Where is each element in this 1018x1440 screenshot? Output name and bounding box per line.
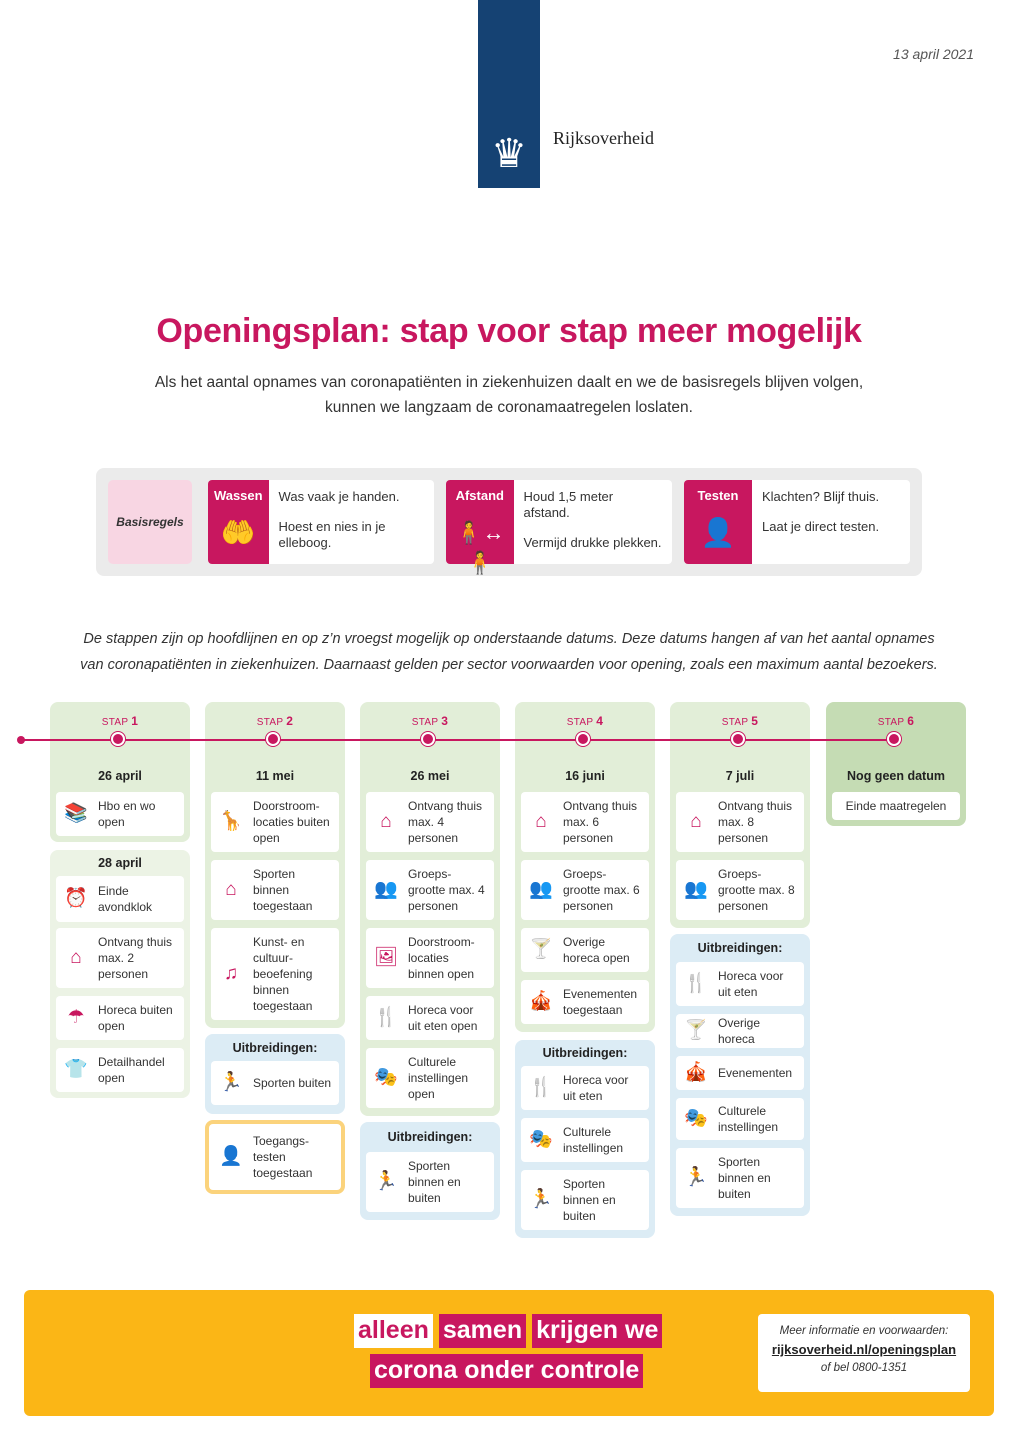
running-icon: 🏃 xyxy=(529,1189,553,1210)
rule-name: Afstand xyxy=(455,488,504,503)
slogan xyxy=(354,1314,662,1394)
rule-text-line: Hoest en nies in je elleboog. xyxy=(278,519,386,550)
item-text: Doorstroom-locaties buiten open xyxy=(253,799,330,845)
list-item xyxy=(56,928,184,988)
extensions-title: Uitbreidingen: xyxy=(697,941,783,955)
item-text: Einde avondklok xyxy=(98,884,153,914)
slogan-word: samen xyxy=(439,1314,526,1348)
timeline xyxy=(20,739,896,741)
step-number: 3 xyxy=(441,714,449,728)
item-text: Groeps-grootte max. 6 personen xyxy=(563,867,640,913)
item-text: Horeca voor uit eten open xyxy=(408,1003,478,1033)
running-icon: 🏃 xyxy=(684,1167,708,1188)
step-label-text: STAP xyxy=(101,717,129,728)
rijksoverheid-logo-bar xyxy=(478,0,540,188)
rule-name: Testen xyxy=(697,488,739,503)
rule-text xyxy=(514,480,672,564)
subtitle-line: Als het aantal opnames van coronapatiënten in ziekenhuizen daalt en we de basisregels blijven volgen, xyxy=(154,374,864,391)
test-icon: 👤 xyxy=(219,1146,243,1167)
item-text: Toegangs-testen toegestaan xyxy=(253,1134,313,1180)
slogan-word: alleen xyxy=(354,1314,433,1348)
timeline-dot xyxy=(576,732,590,746)
item-text: Hbo en wo open xyxy=(98,799,156,829)
step-date: 28 april xyxy=(98,856,142,870)
step-number: 5 xyxy=(751,714,759,728)
intro-line: De stappen zijn op hoofdlijnen en op z’n vroegst mogelijk op onderstaande datums. Deze datums hangen af van het aantal opnames xyxy=(83,631,935,647)
rule-name: Wassen xyxy=(213,488,263,503)
step-label-text: STAP xyxy=(256,717,284,728)
step-date: 26 mei xyxy=(410,769,450,783)
rule-text xyxy=(269,480,434,564)
item-text: Culturele instellingen open xyxy=(408,1055,469,1101)
list-item xyxy=(521,1170,649,1230)
list-item xyxy=(366,792,494,852)
list-item xyxy=(521,1066,649,1110)
distance-icon: 🧍↔🧍 xyxy=(455,520,505,575)
step-date: 7 juli xyxy=(725,769,755,783)
bar-icon: 🍸 xyxy=(529,939,553,960)
group-icon: 👥 xyxy=(684,879,708,900)
sport-indoor-icon: ⌂ xyxy=(225,879,237,900)
item-text: Groeps-grootte max. 4 personen xyxy=(408,867,485,913)
item-text: Overige horeca xyxy=(718,1016,761,1046)
cutlery-icon: 🍴 xyxy=(374,1007,398,1028)
footer-banner xyxy=(24,1290,994,1416)
item-text: Horeca voor uit eten xyxy=(718,969,784,999)
item-text: Horeca voor uit eten xyxy=(563,1073,629,1103)
list-item xyxy=(832,792,960,820)
step-date: Nog geen datum xyxy=(847,769,945,783)
list-item xyxy=(366,1152,494,1212)
step-label xyxy=(670,714,810,728)
step-label xyxy=(826,714,966,728)
rule-text-line: Was vaak je handen. xyxy=(278,489,400,504)
item-text: Ontvang thuis max. 8 personen xyxy=(718,799,793,845)
step-label xyxy=(205,714,345,728)
list-item xyxy=(56,876,184,922)
shirt-icon: 👕 xyxy=(64,1059,88,1080)
list-item xyxy=(366,1048,494,1108)
running-icon: 🏃 xyxy=(219,1072,243,1093)
list-item xyxy=(521,792,649,852)
item-text: Evenementen xyxy=(718,1066,793,1080)
rule-header xyxy=(208,480,269,564)
giraffe-icon: 🦒 xyxy=(219,811,243,832)
list-item xyxy=(521,980,649,1024)
page-title: Openingsplan: stap voor stap meer mogelijk xyxy=(156,312,862,350)
list-item xyxy=(56,1048,184,1092)
test-icon: 👤 xyxy=(700,517,736,548)
list-item xyxy=(211,792,339,852)
list-item xyxy=(521,1118,649,1162)
step-number: 1 xyxy=(131,714,139,728)
step-label xyxy=(360,714,500,728)
theater-masks-icon: 🎭 xyxy=(684,1108,708,1129)
item-text: Sporten binnen en buiten xyxy=(408,1159,461,1205)
alarm-clock-icon: ⏰ xyxy=(64,888,88,909)
subtitle-line: kunnen we langzaam de coronamaatregelen loslaten. xyxy=(325,399,693,416)
list-item xyxy=(211,928,339,1020)
terrace-icon: ☂ xyxy=(67,1007,85,1028)
publication-date: 13 april 2021 xyxy=(893,46,974,62)
list-item xyxy=(521,860,649,920)
cutlery-icon: 🍴 xyxy=(529,1077,553,1098)
item-text: Overige horeca open xyxy=(563,935,630,965)
house-4-icon: ⌂ xyxy=(380,811,392,832)
house-6-icon: ⌂ xyxy=(535,811,547,832)
painting-icon: 🖼 xyxy=(373,947,399,968)
step-date: 26 april xyxy=(98,769,142,783)
rule-header xyxy=(446,480,514,575)
list-item xyxy=(56,792,184,836)
house-2-icon: ⌂ xyxy=(70,947,82,968)
rule-text-line: Laat je direct testen. xyxy=(762,519,880,534)
group-icon: 👥 xyxy=(529,879,553,900)
rule-text-line: Vermijd drukke plekken. xyxy=(523,535,662,550)
basisregels-panel xyxy=(96,468,922,576)
step-number: 4 xyxy=(596,714,604,728)
slogan-line xyxy=(370,1354,662,1388)
extensions-title: Uitbreidingen: xyxy=(387,1130,473,1144)
group-icon: 👥 xyxy=(374,879,398,900)
timeline-dot xyxy=(266,732,280,746)
music-note-icon: ♫ xyxy=(223,963,239,984)
item-text: Groeps-grootte max. 8 personen xyxy=(718,867,795,913)
step-date: 11 mei xyxy=(255,769,295,783)
list-item xyxy=(211,1127,339,1187)
books-icon: 📚 xyxy=(64,803,88,824)
rule-text-line: Houd 1,5 meter afstand. xyxy=(523,489,614,520)
item-text: Einde maatregelen xyxy=(845,799,947,813)
item-text: Kunst- en cultuur-beoefening binnen toegestaan xyxy=(253,935,313,1013)
step-label xyxy=(50,714,190,728)
step-label-text: STAP xyxy=(721,717,749,728)
item-text: Sporten binnen en buiten xyxy=(563,1177,616,1223)
crest-icon: ♛ xyxy=(491,132,527,176)
slogan-word: corona onder controle xyxy=(370,1354,643,1388)
theater-masks-icon: 🎭 xyxy=(529,1129,553,1150)
timeline-dot xyxy=(421,732,435,746)
step-number: 2 xyxy=(286,714,294,728)
step-label xyxy=(515,714,655,728)
brand-name: Rijksoverheid xyxy=(553,128,654,148)
item-text: Sporten binnen toegestaan xyxy=(253,867,313,913)
info-intro: Meer informatie en voorwaarden: xyxy=(779,1325,949,1337)
info-phone: of bel 0800-1351 xyxy=(820,1362,908,1374)
timeline-dot xyxy=(731,732,745,746)
intro-text xyxy=(0,626,1018,678)
timeline-dot xyxy=(111,732,125,746)
item-text: Ontvang thuis max. 4 personen xyxy=(408,799,483,845)
list-item xyxy=(211,1061,339,1105)
step-number: 6 xyxy=(907,714,915,728)
list-item xyxy=(676,1098,804,1140)
slogan-line xyxy=(354,1314,662,1348)
running-icon: 🏃 xyxy=(374,1171,398,1192)
rule-afstand xyxy=(446,480,672,575)
bar-icon: 🍸 xyxy=(684,1020,708,1041)
item-text: Doorstroom-locaties binnen open xyxy=(408,935,475,981)
theater-masks-icon: 🎭 xyxy=(374,1067,398,1088)
list-item xyxy=(676,792,804,852)
list-item xyxy=(366,928,494,988)
step-label-text: STAP xyxy=(566,717,594,728)
list-item xyxy=(676,1148,804,1208)
extensions-title: Uitbreidingen: xyxy=(542,1046,628,1060)
circus-tent-icon: 🎪 xyxy=(684,1062,708,1083)
timeline-start-dot xyxy=(17,736,25,744)
item-text: Evenementen toegestaan xyxy=(563,987,638,1017)
timeline-dot xyxy=(887,732,901,746)
list-item xyxy=(676,962,804,1006)
list-item xyxy=(366,996,494,1040)
step-label-text: STAP xyxy=(411,717,439,728)
hand-wash-icon: 🤲 xyxy=(220,517,256,548)
rule-header xyxy=(684,480,752,564)
rule-wassen xyxy=(208,480,434,564)
cutlery-icon: 🍴 xyxy=(684,973,708,994)
slogan-word: krijgen we xyxy=(532,1314,662,1348)
list-item xyxy=(676,1014,804,1048)
item-text: Ontvang thuis max. 6 personen xyxy=(563,799,638,845)
rule-text-line: Klachten? Blijf thuis. xyxy=(762,489,880,504)
item-text: Horeca buiten open xyxy=(98,1003,173,1033)
step-label-text: STAP xyxy=(877,717,905,728)
rule-testen xyxy=(684,480,910,564)
item-text: Detailhandel open xyxy=(98,1055,165,1085)
list-item xyxy=(521,928,649,972)
circus-tent-icon: 🎪 xyxy=(529,991,553,1012)
extensions-title: Uitbreidingen: xyxy=(232,1041,318,1055)
list-item xyxy=(676,860,804,920)
info-link[interactable]: rijksoverheid.nl/openingsplan xyxy=(771,1342,957,1357)
list-item xyxy=(211,860,339,920)
item-text: Culturele instellingen xyxy=(718,1104,779,1134)
list-item xyxy=(676,1056,804,1090)
item-text: Sporten binnen en buiten xyxy=(718,1155,771,1201)
info-box xyxy=(758,1314,970,1392)
item-text: Culturele instellingen xyxy=(563,1125,624,1155)
basisregels-label: Basisregels xyxy=(108,480,192,564)
item-text: Ontvang thuis max. 2 personen xyxy=(98,935,173,981)
subtitle xyxy=(0,370,1018,420)
step-date: 16 juni xyxy=(565,769,605,783)
house-8-icon: ⌂ xyxy=(690,811,702,832)
item-text: Sporten buiten xyxy=(253,1076,332,1090)
list-item xyxy=(56,996,184,1040)
list-item xyxy=(366,860,494,920)
rule-text xyxy=(752,480,889,564)
intro-line: van coronapatiënten in ziekenhuizen. Daarnaast gelden per sector voorwaarden voor opening, zoals een maximum aantal bezoekers. xyxy=(80,657,938,673)
